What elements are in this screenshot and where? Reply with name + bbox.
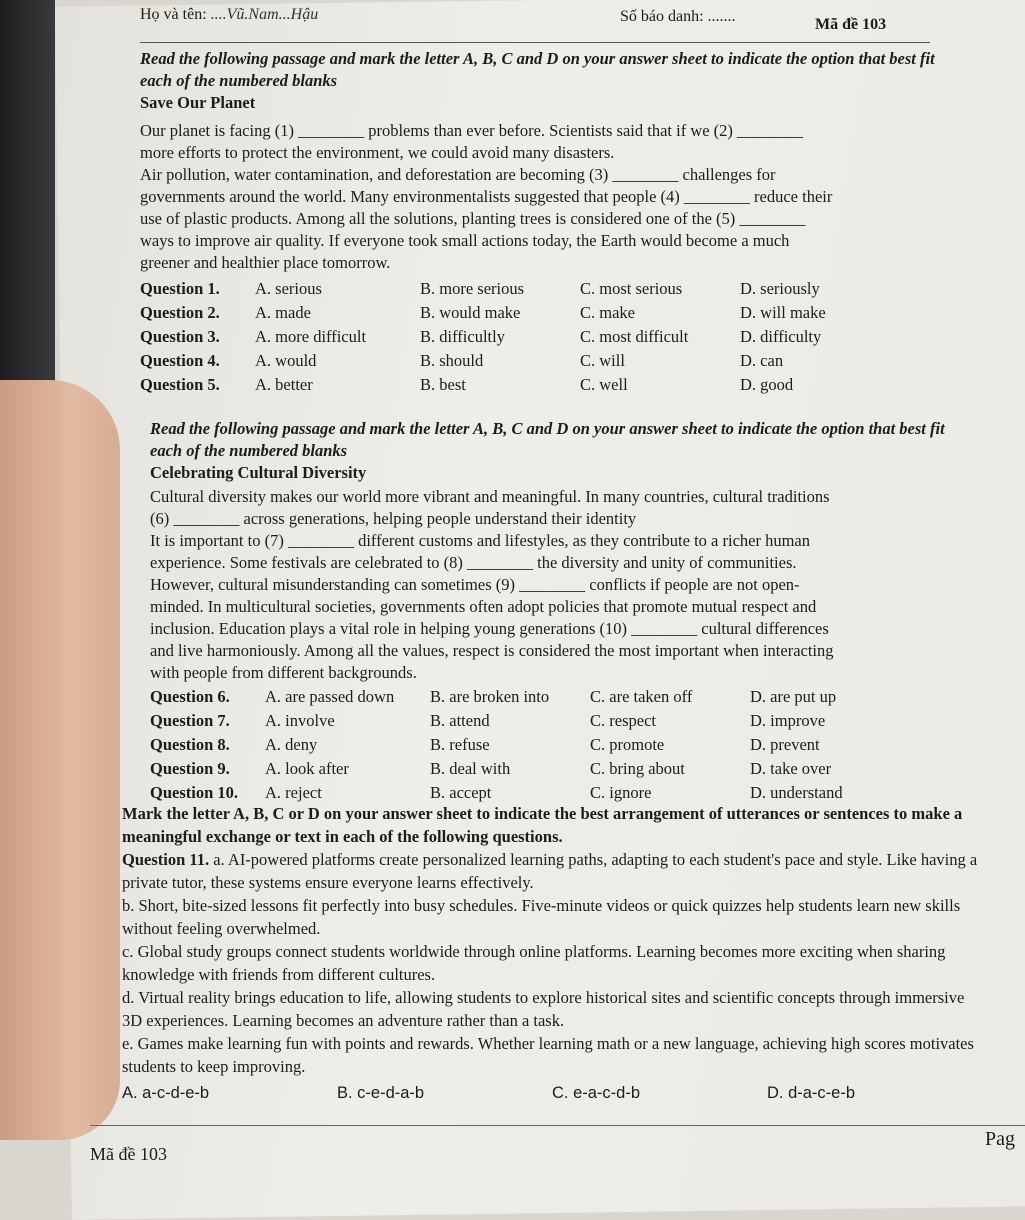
- passage-line: (6) ________ across generations, helping people understand their identity: [150, 509, 637, 528]
- background-object: [0, 0, 55, 420]
- option-d: D. good: [740, 375, 794, 394]
- option-a: A. made: [255, 303, 311, 322]
- answer-d: D. d-a-c-e-b: [767, 1084, 856, 1102]
- option-b: B. deal with: [430, 759, 511, 778]
- question-row: Question 5. A. better B. best C. well D. good: [140, 374, 940, 398]
- answer-options: [122, 1082, 982, 1105]
- option-a: A. reject: [265, 783, 322, 802]
- section-1-questions: [140, 278, 940, 398]
- passage-line: use of plastic products. Among all the solutions, planting trees is considered one of the (5) ________: [140, 209, 806, 228]
- question-row: Question 9. A. look after B. deal with C. bring about D. take over: [150, 758, 950, 782]
- option-a: A. deny: [265, 735, 318, 754]
- section-2: [150, 418, 950, 806]
- option-c: C. most difficult: [580, 327, 689, 346]
- option-a: A. involve: [265, 711, 335, 730]
- hand: [0, 380, 120, 1140]
- name-field: Họ và tên: ....Vũ.Nam...Hậu: [140, 6, 319, 23]
- name-value: ....Vũ.Nam...Hậu: [210, 6, 319, 23]
- option-c: C. will: [580, 351, 625, 370]
- section-3-instruction: Mark the letter A, B, C or D on your answer sheet to indicate the best arrangement of utterances or sentences to make a meaningful exchange or text in each of the following questions.: [122, 804, 963, 846]
- question-row: Question 8. A. deny B. refuse C. promote D. prevent: [150, 734, 950, 758]
- question-row: Question 10. A. reject B. accept C. ignore D. understand: [150, 782, 950, 806]
- section-1-passage: [140, 120, 940, 274]
- question-row: Question 1. A. serious B. more serious C. most serious D. seriously: [140, 278, 940, 302]
- option-b: B. accept: [430, 783, 492, 802]
- option-d: D. take over: [750, 759, 832, 778]
- passage-line: governments around the world. Many environmentalists suggested that people (4) ________ reduce their: [140, 187, 833, 206]
- option-d: D. difficulty: [740, 327, 822, 346]
- option-c: C. well: [580, 375, 628, 394]
- answer-a: A. a-c-d-e-b: [122, 1084, 210, 1102]
- option-b: B. attend: [430, 711, 490, 730]
- option-c: C. promote: [590, 735, 665, 754]
- passage-line: more efforts to protect the environment, we could avoid many disasters.: [140, 143, 615, 162]
- option-a: A. more difficult: [255, 327, 367, 346]
- footer-exam-code: Mã đề 103: [90, 1144, 167, 1164]
- question-row: Question 4. A. would B. should C. will D. can: [140, 350, 940, 374]
- question-row: Question 3. A. more difficult B. difficultly C. most difficult D. difficulty: [140, 326, 940, 350]
- option-d: D. seriously: [740, 279, 820, 298]
- passage-line: experience. Some festivals are celebrated to (8) ________ the diversity and unity of communities.: [150, 553, 797, 572]
- option-b: B. more serious: [420, 279, 525, 298]
- option-d: D. can: [740, 351, 784, 370]
- option-d: D. understand: [750, 783, 843, 802]
- question-row: Question 7. A. involve B. attend C. respect D. improve: [150, 710, 950, 734]
- section-2-title: Celebrating Cultural Diversity: [150, 463, 367, 482]
- item-d: d. Virtual reality brings education to life, allowing students to explore historical sites and scientific concepts through immersive 3D experiences. Learning becomes an adventure rather than a task.: [122, 988, 965, 1030]
- option-b: B. are broken into: [430, 687, 550, 706]
- option-b: B. should: [420, 351, 484, 370]
- passage-line: ways to improve air quality. If everyone took small actions today, the Earth would become a much: [140, 231, 790, 250]
- section-1-instruction: Read the following passage and mark the letter A, B, C and D on your answer sheet to indicate the option that best fit each of the numbered blanks: [140, 49, 935, 90]
- option-b: B. would make: [420, 303, 521, 322]
- header: [140, 6, 930, 42]
- question-row: Question 2. A. made B. would make C. make D. will make: [140, 302, 940, 326]
- item-b: b. Short, bite-sized lessons fit perfectly into busy schedules. Five-minute videos or quick quizzes help students learn new skills without feeling overwhelmed.: [122, 896, 961, 938]
- passage-line: inclusion. Education plays a vital role in helping young generations (10) ________ cultural differences: [150, 619, 829, 638]
- option-c: C. ignore: [590, 783, 652, 802]
- passage-line: It is important to (7) ________ different customs and lifestyles, as they contribute to a richer human: [150, 531, 810, 550]
- option-d: D. are put up: [750, 687, 837, 706]
- option-a: A. look after: [265, 759, 349, 778]
- option-a: A. serious: [255, 279, 322, 298]
- page-number: Pag: [985, 1128, 1015, 1150]
- passage-line: Air pollution, water contamination, and deforestation are becoming (3) ________ challenges for: [140, 165, 776, 184]
- option-c: C. bring about: [590, 759, 685, 778]
- section-2-questions: [150, 686, 950, 806]
- option-b: B. refuse: [430, 735, 490, 754]
- section-3: [122, 802, 982, 1105]
- option-c: C. make: [580, 303, 635, 322]
- passage-line: Cultural diversity makes our world more vibrant and meaningful. In many countries, cultural traditions: [150, 487, 830, 506]
- header-divider: [140, 42, 930, 43]
- option-d: D. prevent: [750, 735, 820, 754]
- option-a: A. better: [255, 375, 313, 394]
- answer-c: C. e-a-c-d-b: [552, 1084, 641, 1102]
- passage-line: Our planet is facing (1) ________ problems than ever before. Scientists said that if we (2) ________: [140, 121, 804, 140]
- option-c: C. respect: [590, 711, 656, 730]
- item-e: e. Games make learning fun with points and rewards. Whether learning math or a new language, achieving high scores motivates students to keep improving.: [122, 1034, 974, 1076]
- option-b: B. difficultly: [420, 327, 505, 346]
- section-2-passage: [150, 486, 950, 684]
- option-b: B. best: [420, 375, 466, 394]
- exam-code: Mã đề 103: [815, 16, 887, 33]
- section-1-title: Save Our Planet: [140, 93, 256, 112]
- passage-line: with people from different backgrounds.: [150, 663, 417, 682]
- option-c: C. are taken off: [590, 687, 693, 706]
- option-c: C. most serious: [580, 279, 683, 298]
- passage-line: and live harmoniously. Among all the values, respect is considered the most important when interacting: [150, 641, 834, 660]
- passage-line: However, cultural misunderstanding can sometimes (9) ________ conflicts if people are not open-: [150, 575, 800, 594]
- answer-b: B. c-e-d-a-b: [337, 1084, 425, 1102]
- passage-line: greener and healthier place tomorrow.: [140, 253, 391, 272]
- question-11: Question 11. a. AI-powered platforms create personalized learning paths, adapting to each student's pace and style. Like having a private tutor, these systems ensure everyone learns effectively.: [122, 850, 978, 892]
- section-1: [140, 48, 940, 398]
- option-d: D. will make: [740, 303, 826, 322]
- section-2-instruction: Read the following passage and mark the letter A, B, C and D on your answer sheet to indicate the option that best fit each of the numbered blanks: [150, 419, 945, 460]
- option-a: A. would: [255, 351, 317, 370]
- item-c: c. Global study groups connect students worldwide through online platforms. Learning becomes more exciting when sharing knowledge with friends from different cultures.: [122, 942, 946, 984]
- footer-divider: [90, 1125, 1025, 1126]
- option-d: D. improve: [750, 711, 826, 730]
- option-a: A. are passed down: [265, 687, 395, 706]
- question-row: Question 6. A. are passed down B. are broken into C. are taken off D. are put up: [150, 686, 950, 710]
- candidate-number: Số báo danh: .......: [620, 8, 736, 25]
- passage-line: minded. In multicultural societies, governments often adopt policies that promote mutual respect and: [150, 597, 817, 616]
